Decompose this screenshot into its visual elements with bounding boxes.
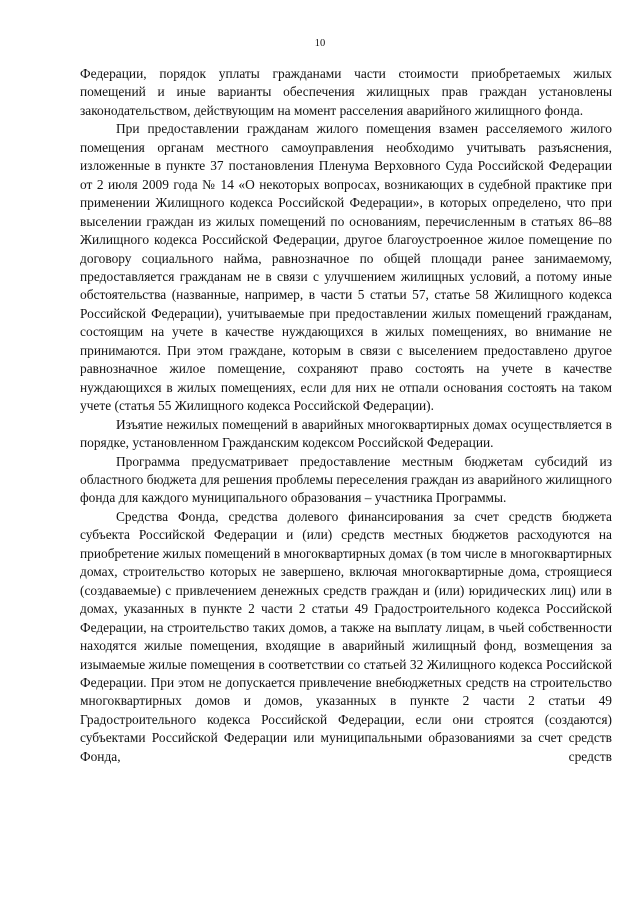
- paragraph-fund-expenditure: Средства Фонда, средства долевого финансирования за счет средств бюджета субъекта Российской Федерации и (или) средств местных бюджетов расходуются на приобретение жилых помещений в многоквартирных домах (в том числе в многоквартирных домах, строительство которых не завершено, включая многоквартирные дома, строящиеся (создаваемые) с привлечением денежных средств граждан и (или) юридических лиц) или в домах, указанных в пункте 2 части 2 статьи 49 Градостроительного кодекса Российской Федерации, на строительство таких домов, а также на выплату лицам, в чьей собственности находятся жилые помещения, входящие в аварийный жилищный фонд, возмещения за изымаемые жилые помещения в соответствии со статьей 32 Жилищного кодекса Российской Федерации. При этом не допускается привлечение внебюджетных средств на строительство многоквартирных домов и домов, указанных в пункте 2 части 2 статьи 49 Градостроительного кодекса Российской Федерации, если они строятся (создаются) субъектами Российской Федерации или муниципальными образованиями за счет средств Фонда, средств: [80, 508, 612, 764]
- paragraph-nonresidential-seizure: Изъятие нежилых помещений в аварийных многоквартирных домах осуществляется в порядке, установленном Гражданским кодексом Российской Федерации.: [80, 416, 612, 451]
- paragraph-program-subsidies: Программа предусматривает предоставление местным бюджетам субсидий из областного бюджета для решения проблемы переселения граждан из аварийного жилищного фонда для каждого муниципального образования – участника Программы.: [80, 453, 612, 506]
- document-body: [80, 65, 612, 766]
- paragraph-continuation: Федерации, порядок уплаты гражданами части стоимости приобретаемых жилых помещений и иные варианты обеспечения жилищных прав граждан установлены законодательством, действующим на момент расселения аварийного жилищного фонда.: [80, 66, 612, 118]
- page-number: 10: [314, 38, 326, 49]
- paragraph-housing-replacement: При предоставлении гражданам жилого помещения взамен расселяемого жилого помещения органам местного самоуправления необходимо учитывать разъяснения, изложенные в пункте 37 постановления Пленума Верховного Суда Российской Федерации от 2 июля 2009 года № 14 «О некоторых вопросах, возникающих в судебной практике при применении Жилищного кодекса Российской Федерации», в которых определено, что при выселении граждан из жилых помещений по основаниям, перечисленным в статьях 86–88 Жилищного кодекса Российской Федерации, другое благоустроенное жилое помещение по договору социального найма, равнозначное по общей площади ранее занимаемому, предоставляется гражданам не в связи с улучшением жилищных условий, а потому иные обстоятельства (названные, например, в части 5 статьи 57, статье 58 Жилищного кодекса Российской Федерации), учитываемые при предоставлении жилых помещений гражданам, состоящим на учете в качестве нуждающихся в жилых помещениях, во внимание не принимаются. При этом гражданe, которым в связи с выселением предоставлено другое равнозначное жилое помещение, сохраняют право состоять на учете в качестве нуждающихся в жилых помещениях, если для них не отпали основания состоять на таком учете (статья 55 Жилищного кодекса Российской Федерации).: [80, 121, 612, 414]
